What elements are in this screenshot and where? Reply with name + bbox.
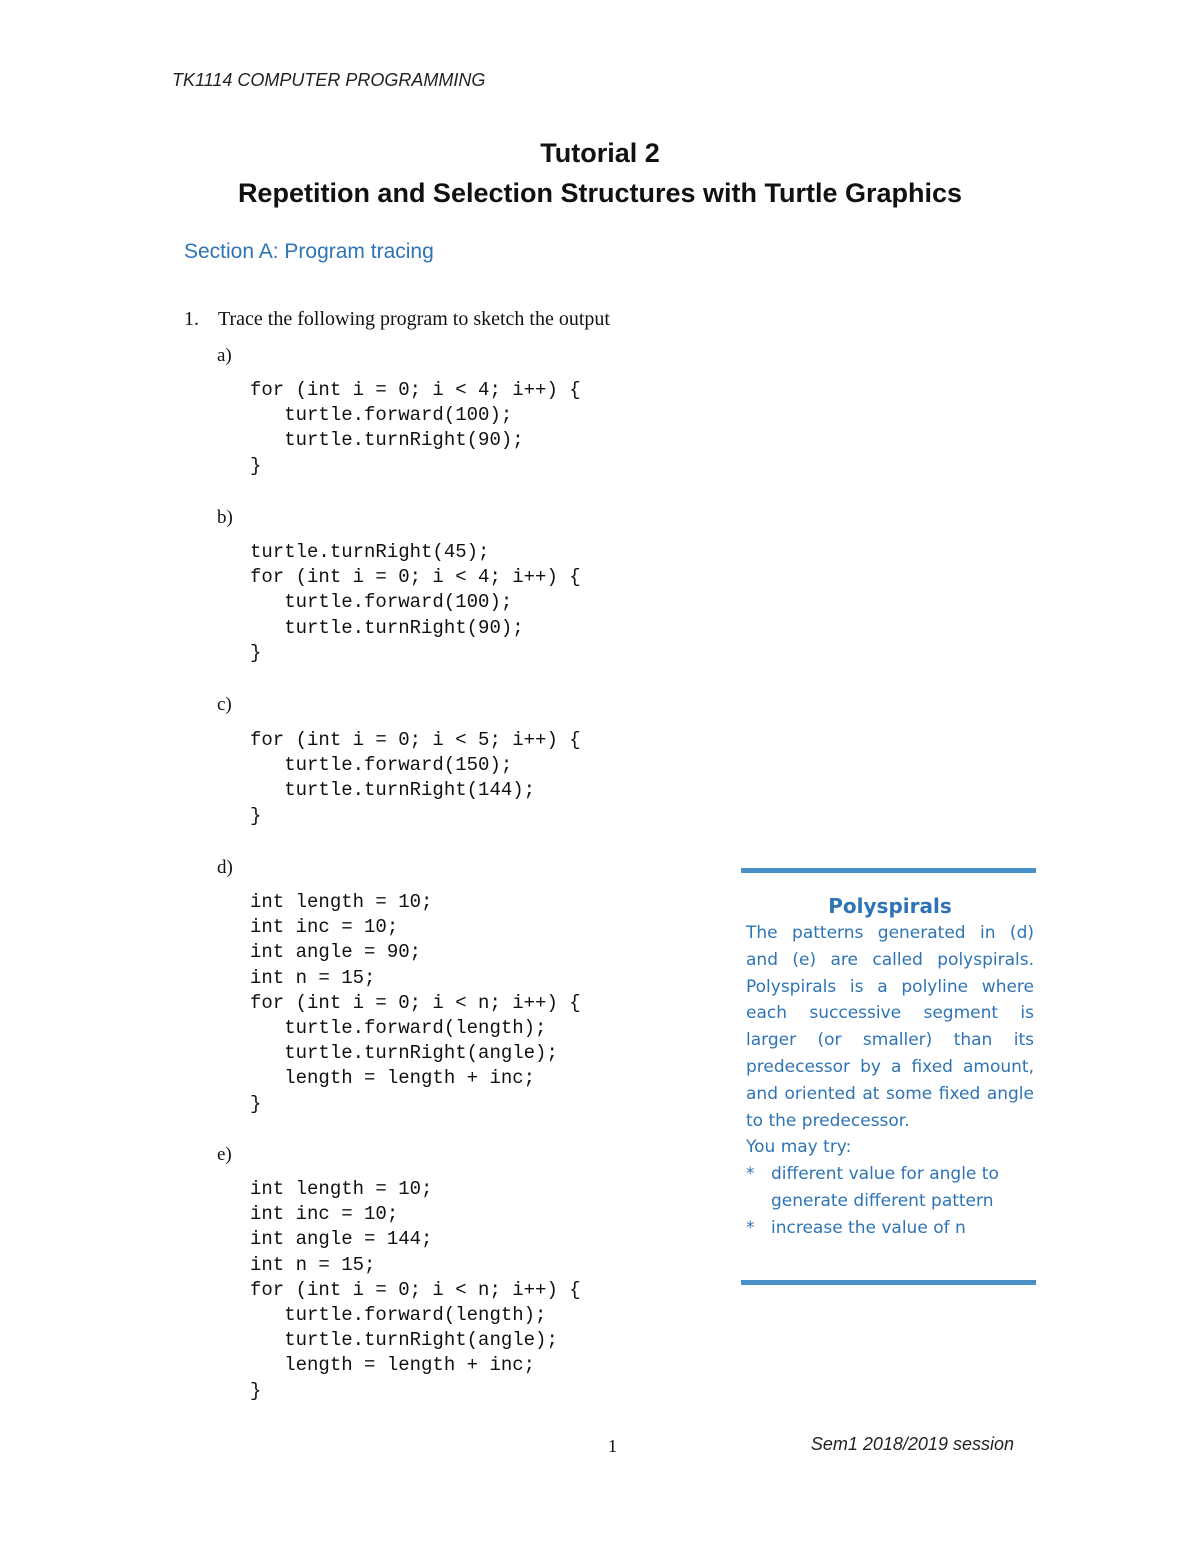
bullet-star-icon: * — [746, 1164, 755, 1185]
sidebar-body: The patterns generated in (d) and (e) are called polyspirals. Polyspirals is a polyline where each successive segment is larger (or smaller) than its predecessor by a fixed amount, and oriented at some fixed angle to the predecessor. — [746, 923, 1034, 1131]
code-block-b: turtle.turnRight(45); for (int i = 0; i < 4; i++) { turtle.forward(100); turtle.turnRight(90); } — [250, 541, 581, 664]
page-number: 1 — [608, 1436, 617, 1456]
code-block-c: for (int i = 0; i < 5; i++) { turtle.forward(150); turtle.turnRight(144); } — [250, 729, 581, 827]
sidebar-top-rule — [741, 868, 1036, 873]
page-subtitle: Repetition and Selection Structures with Turtle Graphics — [237, 178, 963, 208]
sidebar-bottom-rule — [741, 1280, 1036, 1285]
section-heading: Section A: Program tracing — [184, 240, 434, 263]
code-block-d: int length = 10; int inc = 10; int angle = 90; int n = 15; for (int i = 0; i < n; i++) { turtle.forward(length); turtle.turnRight(angle); length = length + inc; } — [250, 891, 581, 1115]
code-block-a: for (int i = 0; i < 4; i++) { turtle.forward(100); turtle.turnRight(90); } — [250, 379, 581, 477]
polyspirals-sidebar — [741, 868, 1036, 1285]
sidebar-bullet — [746, 1161, 1034, 1215]
sidebar-bullet-text: different value for angle to generate different pattern — [771, 1164, 999, 1211]
part-label-a: a) — [217, 345, 232, 366]
sidebar-content — [746, 892, 1034, 1242]
question-text: Trace the following program to sketch the output — [218, 308, 610, 330]
running-header: TK1114 COMPUTER PROGRAMMING — [172, 70, 486, 90]
bullet-star-icon: * — [746, 1217, 755, 1238]
sidebar-title: Polyspirals — [828, 894, 952, 918]
page-title: Tutorial 2 — [540, 138, 660, 168]
sidebar-bullet — [746, 1215, 1034, 1242]
part-label-d: d) — [217, 857, 233, 878]
question-number: 1. — [184, 308, 199, 330]
part-label-e: e) — [217, 1144, 232, 1165]
part-label-b: b) — [217, 507, 233, 528]
sidebar-bullet-text: increase the value of n — [771, 1217, 966, 1238]
code-block-e: int length = 10; int inc = 10; int angle = 144; int n = 15; for (int i = 0; i < n; i++) { turtle.forward(length); turtle.turnRight(angle); length = length + inc; } — [250, 1178, 581, 1402]
question-1 — [184, 308, 610, 331]
part-label-c: c) — [217, 694, 232, 715]
sidebar-try-label: You may try: — [746, 1137, 852, 1158]
running-footer: Sem1 2018/2019 session — [810, 1434, 1014, 1454]
